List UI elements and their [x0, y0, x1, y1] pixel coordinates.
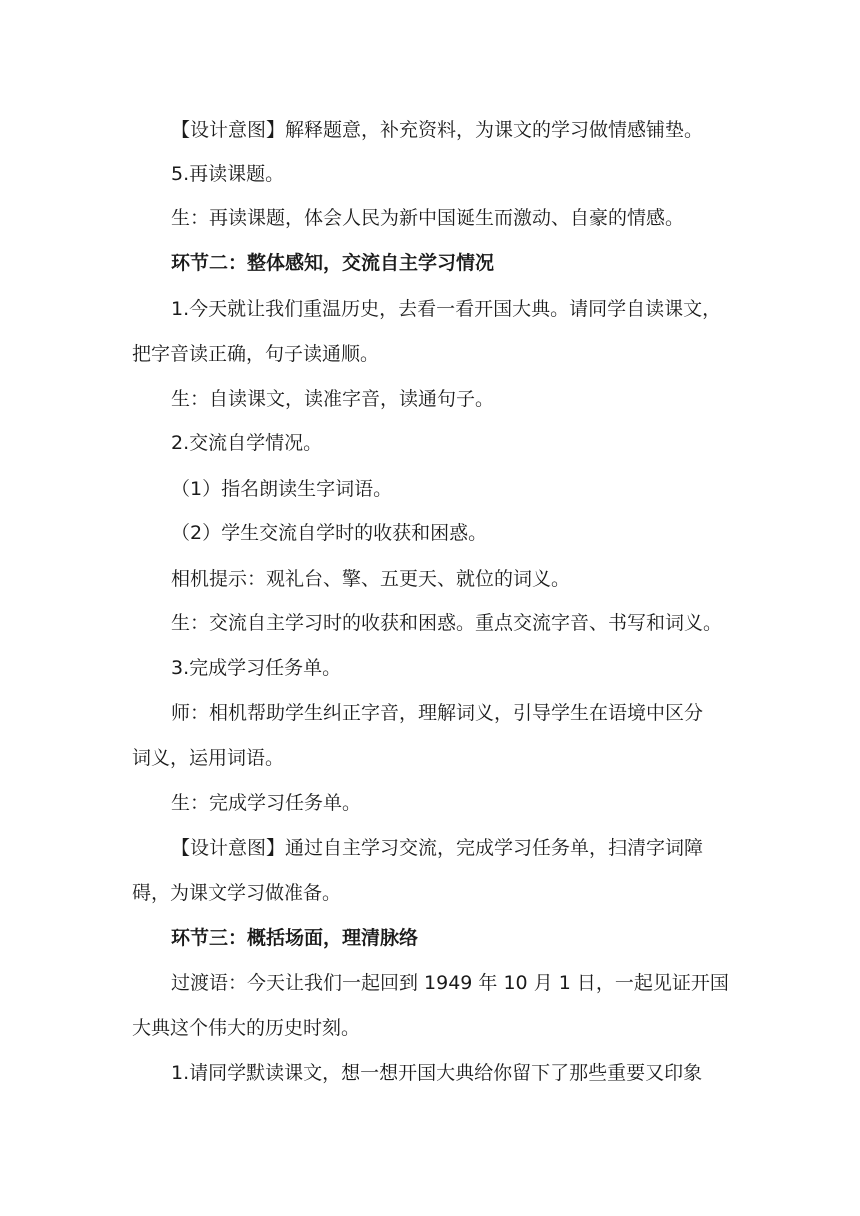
step-3-task-sheet: 3.完成学习任务单。	[171, 657, 342, 679]
teacher-paragraph-line-2: 词义，运用词语。	[132, 747, 285, 769]
student-reread-paragraph: 生：再读课题，体会人民为新中国诞生而激动、自豪的情感。	[171, 207, 685, 229]
hint-paragraph: 相机提示：观礼台、擎、五更天、就位的词义。	[171, 568, 571, 590]
transition-paragraph-line-2: 大典这个伟大的历史时刻。	[132, 1017, 361, 1039]
step-1-silent-read-line-1: 1.请同学默读课文，想一想开国大典给你留下了那些重要又印象	[171, 1062, 703, 1084]
design-intent-paragraph-2-line-1: 【设计意图】通过自主学习交流，完成学习任务单，扫清字词障	[171, 837, 704, 859]
step-1-paragraph-line-1: 1.今天就让我们重温历史，去看一看开国大典。请同学自读课文，	[171, 298, 722, 320]
design-intent-paragraph-2-line-2: 碍，为课文学习做准备。	[132, 882, 342, 904]
student-task-paragraph: 生：完成学习任务单。	[171, 792, 362, 814]
step-1-paragraph-line-2: 把字音读正确，句子读通顺。	[132, 343, 380, 365]
step-2-exchange: 2.交流自学情况。	[171, 432, 323, 454]
transition-paragraph-line-1: 过渡语：今天让我们一起回到 1949 年 10 月 1 日，一起见证开国	[171, 972, 729, 994]
section-3-heading: 环节三：概括场面，理清脉络	[171, 927, 419, 949]
design-intent-paragraph-1: 【设计意图】解释题意，补充资料，为课文的学习做情感铺垫。	[171, 119, 704, 141]
sub-item-2: （2）学生交流自学时的收获和困惑。	[171, 522, 488, 544]
section-2-heading: 环节二：整体感知，交流自主学习情况	[171, 252, 495, 274]
student-self-read-paragraph: 生：自读课文，读准字音，读通句子。	[171, 388, 495, 410]
teacher-paragraph-line-1: 师：相机帮助学生纠正字音，理解词义，引导学生在语境中区分	[171, 702, 704, 724]
sub-item-1: （1）指名朗读生字词语。	[171, 478, 393, 500]
step-5-reread-title: 5.再读课题。	[171, 163, 285, 185]
student-exchange-paragraph: 生：交流自主学习时的收获和困惑。重点交流字音、书写和词义。	[171, 612, 723, 634]
